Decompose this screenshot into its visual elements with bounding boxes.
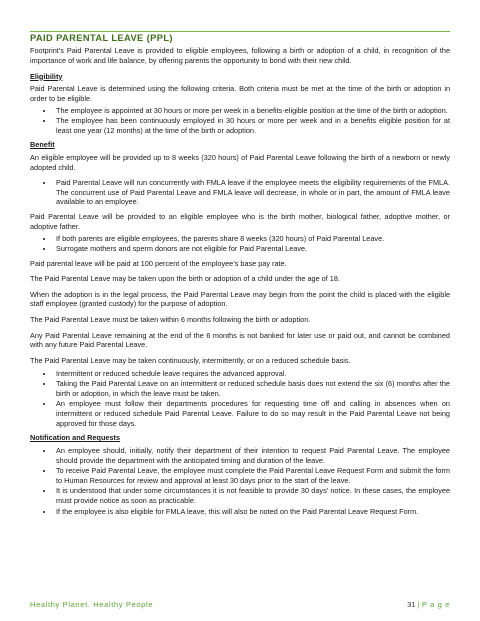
list-item: • If both parents are eligible employees, the parents share 8 weeks (320 hours) of Paid Parental Leave. [54,234,450,244]
benefit-heading: Benefit [30,140,55,150]
list-item: • It is understood that under some circumstances it is not feasible to provide 30 days’ notice. In these cases, the employee must provide notice as soon as practicable. [54,486,450,505]
list-item: • To receive Paid Parental Leave, the employee must complete the Paid Parental Leave Request Form and submit the form to Human Resources for review and approval at least 30 days prior to the start of the leave. [54,466,450,485]
list-item: • The employee has been continuously employed in 30 hours or more per week and in a benefits eligible position for at least one year (12 months) at the time of the birth or adoption. [54,116,450,135]
benefit-text-4: The Paid Parental Leave may be taken upon the birth or adoption of a child under the age of 18. [30,274,340,284]
benefit-text: An eligible employee will be provided up to 8 weeks (320 hours) of Paid Parental Leave following the birth of a newborn or newly adopted child. [30,152,450,172]
benefit-list-1 [30,178,450,207]
list-item: • The employee is appointed at 30 hours or more per week in a benefits-eligible position at the time of the birth or adoption. [54,106,450,116]
list-item: • Intermittent or reduced schedule leave requires the advanced approval. [54,369,450,379]
list-item: • Surrogate mothers and sperm donors are not eligible for Paid Parental Leave. [54,244,450,254]
intro-paragraph: Footprint’s Paid Parental Leave is provided to eligible employees, following a birth or adoption of a child, in recognition of the importance of work and life balance, by offering parents the opportunity to bond with their new child. [30,46,450,65]
benefit-text-3: Paid parental leave will be paid at 100 percent of the employee’s base pay rate. [30,258,287,268]
benefit-text-8: The Paid Parental Leave may be taken continuously, intermittently, or on a reduced schedule basis. [30,355,351,365]
benefit-list-3 [30,369,450,429]
list-item: • If the employee is also eligible for FMLA leave, this will also be noted on the Paid Parental Leave Request Form. [54,507,450,517]
document-body [30,32,450,521]
page-label: P a g e [421,600,450,609]
benefit-text-7: Any Paid Parental Leave remaining at the end of the 6 months is not banked for later use or paid out, and cannot be combined with any future Paid Parental Leave. [30,330,450,350]
benefit-text-2: Paid Parental Leave will be provided to an eligible employee who is the birth mother, biological father, adoptive mother, or adoptive father. [30,212,450,231]
eligibility-list [30,106,450,135]
footer-tagline: Healthy Planet. Healthy People [30,600,154,609]
list-item: • Taking the Paid Parental Leave on an intermittent or reduced schedule basis does not extend the six (6) months after the birth or adoption, in which the leave must be taken. [54,379,450,398]
benefit-text-5: When the adoption is in the legal process, the Paid Parental Leave may begin from the point the child is placed with the eligible staff employee (granted custody) for the purpose of adoption. [30,289,450,309]
list-item: • An employee should, initially, notify their department of their intention to request Paid Parental Leave. The employee should provide the department with the anticipated timing and duration of the leave. [54,446,450,465]
eligibility-text: Paid Parental Leave is determined using the following criteria. Both criteria must be met at the time of the birth or adoption in order to be eligible. [30,84,450,103]
benefit-list-2 [30,234,450,253]
list-item: • Paid Parental Leave will run concurrently with FMLA leave if the employee meets the eligibility requirements of the FMLA. The concurrent use of Paid Parental Leave and FMLA leave will decrease, in whole or in part, the amount of FMLA leave available to an employee. [54,178,450,207]
page-number: 31 [407,600,416,609]
page-number-block [407,600,450,609]
notification-heading: Notification and Requests [30,433,121,443]
eligibility-heading: Eligibility [30,71,63,81]
notification-list [30,446,450,516]
benefit-text-6: The Paid Parental Leave must be taken within 6 months following the birth or adoption. [30,315,311,325]
page-separator: | [417,600,420,609]
list-item: • An employee must follow their departments procedures for requesting time off and calling in absences when on intermittent or reduced schedule Paid Parental Leave. Failure to do so may result in the Paid Parental Leave not being approved for those days. [54,399,450,428]
page-title: PAID PARENTAL LEAVE (PPL) [30,33,173,43]
